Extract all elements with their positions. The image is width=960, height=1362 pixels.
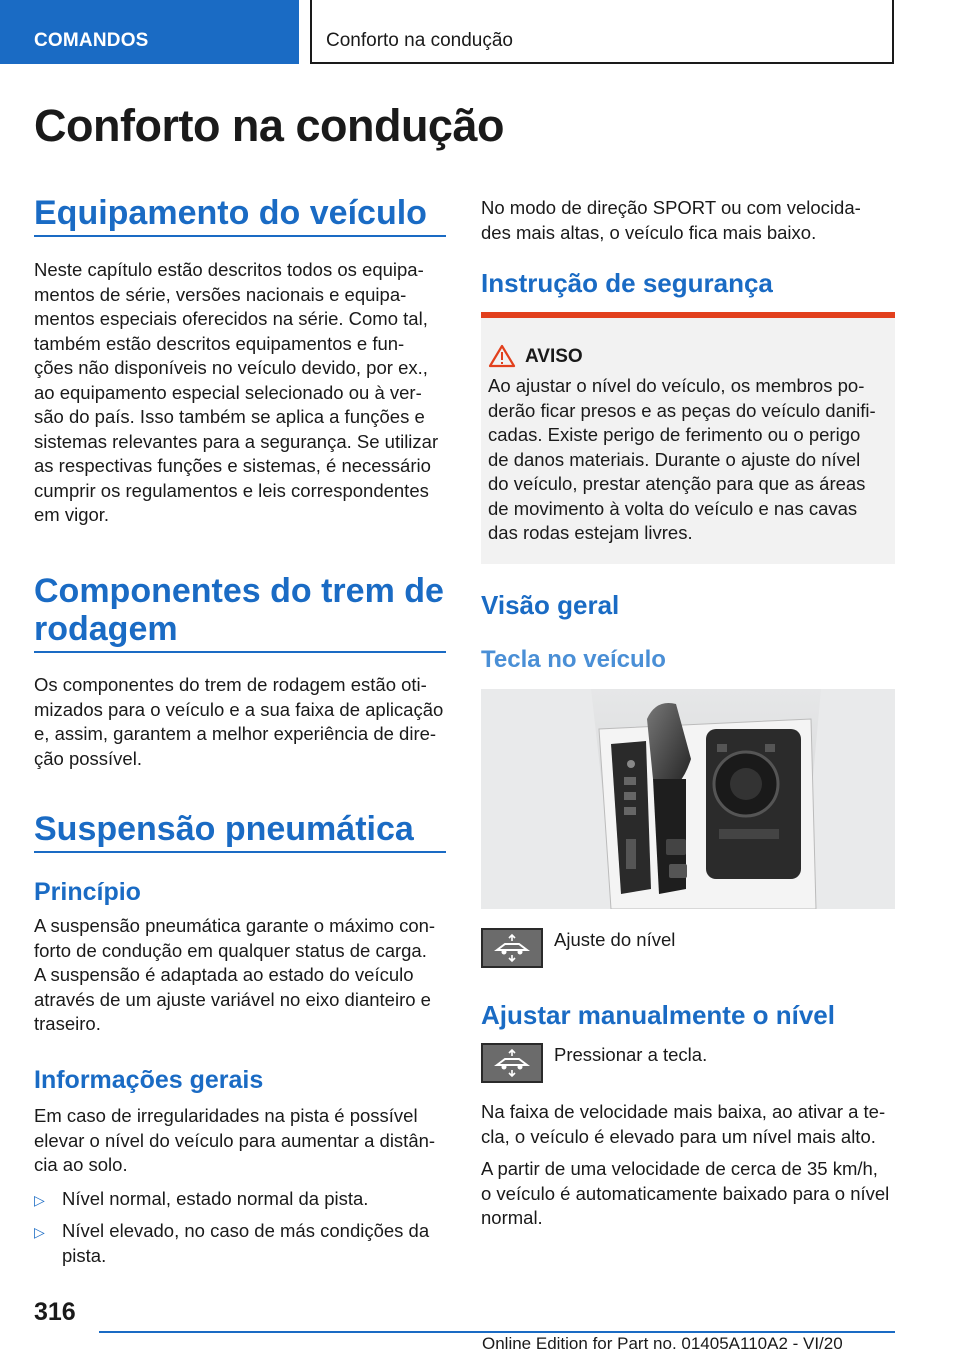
level-adjust-button-icon (481, 1043, 543, 1083)
heading-principio: Princípio (34, 878, 141, 906)
paragraph-componentes: Os componentes do trem de rodagem estão oti- mizados para o veículo e a sua faixa de aplicação e, assim, garantem a melhor experiência de dire- ção possível. (34, 674, 444, 769)
paragraph-ajustar-1: Na faixa de velocidade mais baixa, ao ativar a te- cla, o veículo é elevado para um nível mais alto. (481, 1101, 886, 1147)
warning-text: Ao ajustar o nível do veículo, os membros po- derão ficar presos e as peças do veículo danifi- cadas. Existe perigo de ferimento ou o perigo de danos materiais. Durante o ajuste do nível do veículo, prestar atenção para que as áreas de movimento à volta do veículo e nas cavas das rodas estejam livres. (488, 375, 876, 543)
rule (34, 235, 446, 237)
paragraph-equipamento: Neste capítulo estão descritos todos os equipa- mentos de série, versões nacionais e equipa- mentos especiais oferecidos na série. Como tal, também estão descritos equipamentos e fun- ções não disponíveis no veículo devido, por ex., ao equipamento especial selecionado ou à ver- são do país. Isso também se aplica a funções e sistemas relevantes para a segurança. Se utilizar as respectivas funções e sistemas, é necessário cumprir os regulamentos e leis correspondentes em vigor. (34, 259, 439, 525)
warning-triangle-icon (488, 344, 516, 368)
triangle-bullet-icon: ▷ (34, 1224, 45, 1240)
footer-rule (99, 1331, 895, 1333)
page-number: 316 (34, 1298, 76, 1326)
section-label: COMANDOS (34, 30, 149, 51)
paragraph-principio: A suspensão pneumática garante o máximo con- forto de condução em qualquer status de carga. A suspensão é adaptada ao estado do veículo através de um ajuste variável no eixo dianteiro e traseiro. (34, 915, 436, 1034)
paragraph-sport: No modo de direção SPORT ou com velocida- des mais altas, o veículo fica mais baixo. (481, 197, 861, 243)
heading-equipamento: Equipamento do veículo (34, 194, 427, 232)
icon-caption: Pressionar a tecla. (554, 1044, 708, 1065)
warning-title: AVISO (525, 346, 583, 367)
list-item: ▷ Nível elevado, no caso de más condições da pista. (34, 1220, 430, 1266)
section-tab (0, 0, 299, 64)
heading-seguranca: Instrução de segurança (481, 268, 773, 298)
icon-caption: Ajuste do nível (554, 929, 676, 950)
heading-ajustar: Ajustar manualmente o nível (481, 1000, 835, 1030)
list-item: ▷ Nível normal, estado normal da pista. (34, 1187, 446, 1213)
page-title: Conforto na condução (34, 100, 504, 151)
warning-box (481, 312, 895, 564)
paragraph-informacoes: Em caso de irregularidades na pista é possível elevar o nível do veículo para aumentar a distân- cia ao solo. (34, 1105, 436, 1175)
heading-suspensao: Suspensão pneumática (34, 810, 414, 848)
level-adjust-button-icon (481, 928, 543, 968)
triangle-bullet-icon: ▷ (34, 1192, 45, 1208)
heading-informacoes: Informações gerais (34, 1066, 264, 1094)
chapter-tab (312, 0, 894, 64)
rule (34, 651, 446, 653)
rule (34, 851, 446, 853)
heading-visao: Visão geral (481, 590, 620, 620)
heading-componentes: Componentes do trem de rodagem (34, 572, 444, 648)
paragraph-ajustar-2: A partir de uma velocidade de cerca de 35 km/h, o veículo é automaticamente baixado para o nível normal. (481, 1158, 890, 1228)
chapter-label: Conforto na condução (326, 30, 513, 51)
heading-tecla: Tecla no veículo (481, 646, 666, 673)
edition-text: Online Edition for Part no. 01405A110A2 - VI/20 (482, 1334, 843, 1353)
center-console-photo (481, 689, 895, 909)
